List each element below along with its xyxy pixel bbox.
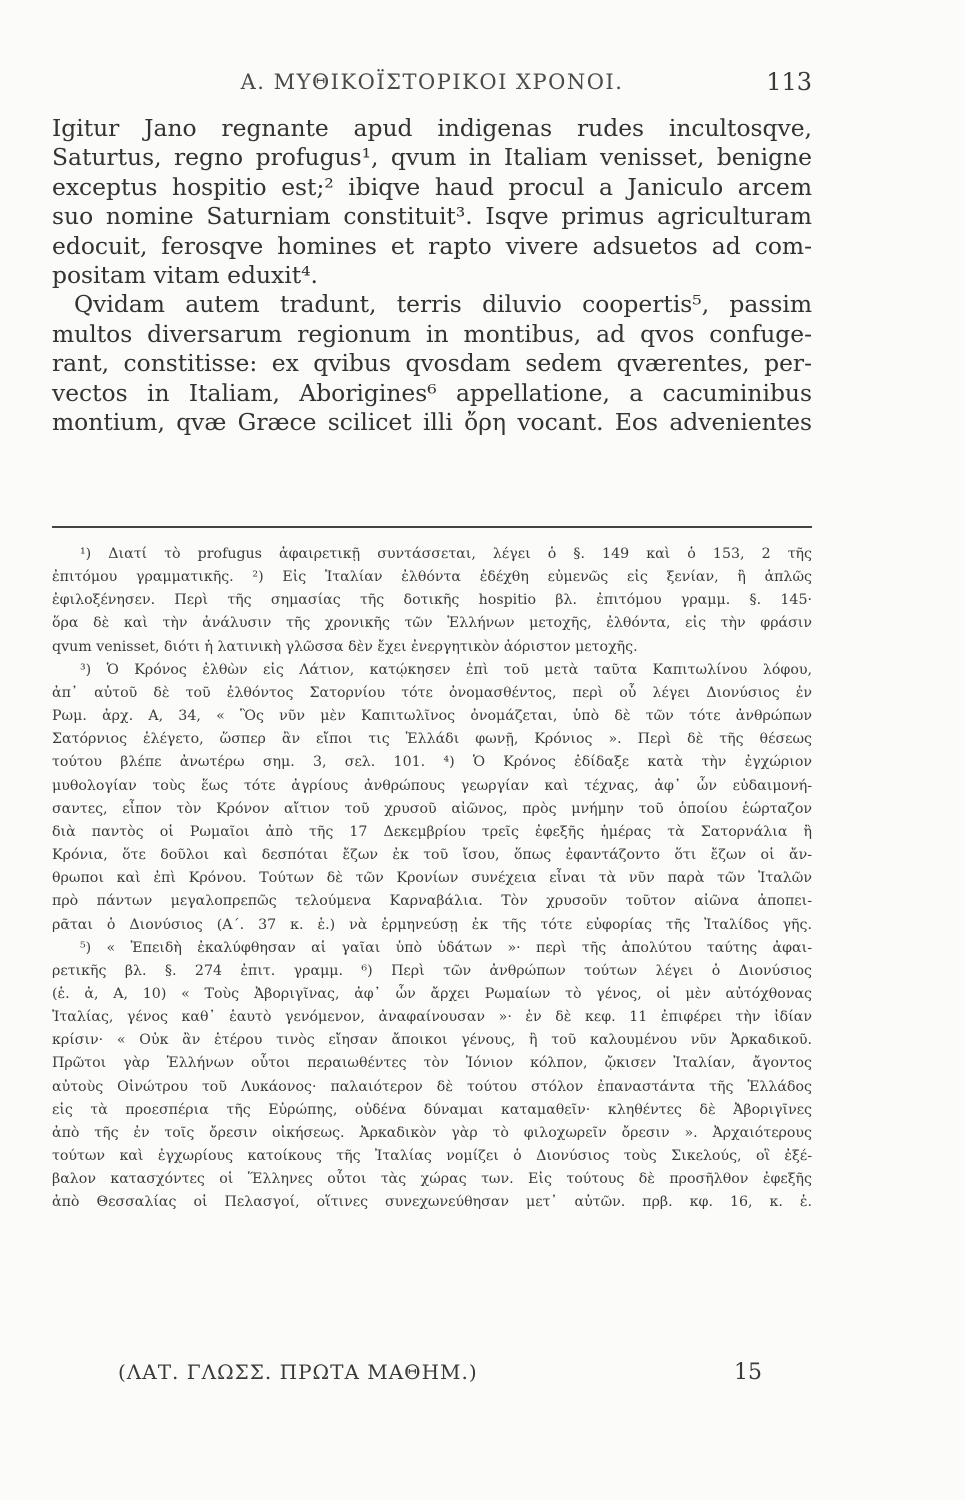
footnote-line: ἀπὸ Θεσσαλίας οἱ Πελασγοί, οἵτινες συνεχωνεύθησαν μετ᾽ αὐτῶν. πρβ. κφ. 16, κ. ἑ. (52, 1194, 812, 1211)
footnote-line: Ἰταλίας, γένος καθ᾽ ἑαυτὸ γενόμενον, ἀναφαίνουσαν »· ἐν δὲ κεφ. 11 ἐπιφέρει τὴν ἰδίαν (52, 1009, 812, 1026)
footnote-divider (52, 526, 812, 528)
footnote-line: ⁵) « Ἐπειδὴ ἐκαλύφθησαν αἱ γαῖαι ὑπὸ ὑδάτων »· περὶ τῆς ἀπολύτου ταύτης ἀφαι- (80, 939, 812, 956)
running-title: Α. ΜΥΘΙΚΟΪΣΤΟΡΙΚΟΙ ΧΡΟΝΟΙ. (240, 70, 624, 94)
footnote-line: ὅρα δὲ καὶ τὴν ἀνάλυσιν τῆς χρονικῆς τῶν Ἑλλήνων μετοχῆς, ἐλθόντα, εἰς τὴν φράσιν (52, 615, 812, 632)
footnote-line: τούτου βλέπε ἀνωτέρω σημ. 3, σελ. 101. ⁴) Ὁ Κρόνος ἐδίδαξε κατὰ τὴν ἐγχώριον (52, 754, 812, 771)
page-number: 113 (766, 68, 812, 96)
footnote-line: πρὸ πάντων μεγαλοπρεπῶς τελούμενα Καρναβάλια. Τὸν χρυσοῦν τοῦτον αἰῶνα ἀποπει- (52, 893, 812, 910)
footnote-line: ἐφιλοξένησεν. Περὶ τῆς σημασίας τῆς δοτικῆς hospitio βλ. ἐπιτόμου γραμμ. §. 145· (52, 592, 812, 609)
footnote-line: ¹) Διατί τὸ profugus ἀφαιρετικῇ συντάσσεται, λέγει ὁ §. 149 καὶ ὁ 153, 2 τῆς (80, 546, 812, 562)
footnote-line: ³) Ὁ Κρόνος ἐλθὼν εἰς Λάτιον, κατῴκησεν ἐπὶ τοῦ μετὰ ταῦτα Καπιτωλίνου λόφου, (80, 661, 812, 678)
footnote-line: (ἑ. ἀ, Α, 10) « Τοὺς Ἀβοριγῖνας, ἀφ᾽ ὧν ἄρχει Ρωμαίων τὸ γένος, οἱ μὲν αὐτόχθονας (52, 985, 812, 1002)
footnote-line: βαλον κατασχόντες οἱ Ἕλληνες οὗτοι τὰς χώρας των. Εἰς τούτους δὲ προσῆλθον ἐφεξῆς (52, 1171, 812, 1188)
footnote-line: Σατόρνιος ἐλέγετο, ὥσπερ ἂν εἴποι τις Ἑλλάδι φωνῇ, Κρόνιος ». Περὶ δὲ τῆς θέσεως (52, 731, 812, 748)
footnote-line: αὐτοὺς Οἰνώτρου τοῦ Λυκάονος· παλαιότερον δὲ τούτου στόλον ἐπαναστάντα τῆς Ἑλλάδος (52, 1078, 812, 1095)
footnote-line: θρωποι καὶ ἐπὶ Κρόνου. Τούτων δὲ τῶν Κρονίων συνέχεια εἶναι τὰ νῦν παρὰ τῶν Ἰταλῶν (52, 870, 812, 887)
body-line: exceptus hospitio est;² ibiqve haud procul a Janiculo arcem (52, 172, 812, 201)
body-line: multos diversarum regionum in montibus, ad qvos confuge- (52, 319, 812, 348)
signature-mark: (ΛΑΤ. ΓΛΩΣΣ. ΠΡΩΤΑ ΜΑΘΗΜ.) (118, 1360, 478, 1384)
footnote-line: Πρῶτοι γὰρ Ἑλλήνων οὗτοι περαιωθέντες τὸν Ἰόνιον κόλπον, ᾤκισεν Ἰταλίαν, ἄγοντος (52, 1055, 812, 1072)
body-line: positam vitam eduxit⁴. (52, 261, 318, 290)
footnote-line: ἀπὸ τῆς ἐν τοῖς ὄρεσιν οἰκήσεως. Ἀρκαδικὸν γὰρ τὸ φιλοχωρεῖν ὄρεσιν ». Ἀρχαιότερους (52, 1124, 812, 1141)
running-header (52, 70, 812, 104)
body-line: Igitur Jano regnante apud indigenas rudes incultosqve, (52, 114, 812, 142)
footnote-line: qvum venisset, διότι ἡ λατινικὴ γλῶσσα δὲν ἔχει ἐνεργητικὸν ἀόριστον μετοχῆς. (52, 638, 638, 655)
footnote-line: σαντες, εἶπον τὸν Κρόνον αἴτιον τοῦ χρυσοῦ αἰῶνος, πρὸς μνήμην τοῦ ὁποίου ἑώρταζον (52, 800, 812, 817)
footnote-line: ἐπιτόμου γραμματικῆς. ²) Εἰς Ἰταλίαν ἐλθόντα ἐδέχθη εὐμενῶς εἰς ξενίαν, ἢ ἁπλῶς (52, 569, 812, 586)
body-line: vectos in Italiam, Aborigines⁶ appellatione, a cacuminibus (52, 378, 812, 407)
footnote-line: Κρόνια, ὅτε δοῦλοι καὶ δεσπόται ἔζων ἐκ τοῦ ἴσου, ὅπως ἐφαντάζοντο ὅτι ἔζων οἱ ἄν- (52, 847, 812, 864)
main-text (52, 114, 812, 437)
body-line: edocuit, ferosqve homines et rapto vivere adsuetos ad com- (52, 231, 812, 260)
footnote-line: ρετικῆς βλ. §. 274 ἐπιτ. γραμμ. ⁶) Περὶ τῶν ἀνθρώπων τούτων λέγει ὁ Διονύσιος (52, 962, 812, 979)
body-line: suo nomine Saturniam constituit³. Isqve primus agriculturam (52, 202, 812, 231)
footnotes (52, 543, 812, 1215)
footnote-line: ρᾶται ὁ Διονύσιος (Α΄. 37 κ. ἑ.) νὰ ἑρμηνεύσῃ ἐκ τῆς τότε εὐφορίας τῆς Ἰταλίδος γῆς. (52, 916, 812, 933)
footnote-line: ἀπ᾽ αὐτοῦ δὲ τοῦ ἐλθόντος Σατορνίου τότε ὀνομασθέντος, περὶ οὗ λέγει Διονύσιος ἐν (52, 684, 812, 701)
body-line: rant, constitisse: ex qvibus qvosdam sedem qværentes, per- (52, 349, 812, 378)
body-line: Qvidam autem tradunt, terris diluvio coopertis⁵, passim (74, 290, 812, 319)
body-line: Saturtus, regno profugus¹, qvum in Italiam venisset, benigne (52, 143, 812, 172)
footnote-line: τούτων καὶ ἐγχωρίους κατοίκους τῆς Ἰταλίας νομίζει ὁ Διονύσιος τοὺς Σικελούς, οἳ ἐξέ- (52, 1148, 812, 1165)
footnote-line: εἰς τὰ προεσπέρια τῆς Εὐρώπης, οὐδένα δύναμαι καταμαθεῖν· κληθέντες δὲ Ἀβοριγῖνες (52, 1101, 812, 1118)
footnote-line: Ρωμ. ἀρχ. Α, 34, « Ὃς νῦν μὲν Καπιτωλῖνος ὀνομάζεται, ὑπὸ δὲ τῶν τότε ἀνθρώπων (52, 708, 812, 725)
sheet-footer (52, 1360, 812, 1390)
sheet-number: 15 (734, 1360, 762, 1385)
footnote-line: μυθολογίαν τοὺς ἕως τότε ἀγρίους ἀνθρώπους γεωργίαν καὶ τέχνας, ἀφ᾽ ὧν εὐδαιμονή- (52, 777, 812, 794)
footnote-line: κρίσιν· « Οὐκ ἂν ἑτέρου τινὸς εἴησαν ἄποικοι γένους, ἢ τοῦ καλουμένου νῦν Ἀρκαδικοῦ. (52, 1032, 812, 1049)
footnote-line: διὰ παντὸς οἱ Ρωμαῖοι ἀπὸ τῆς 17 Δεκεμβρίου τρεῖς ἐφεξῆς ἡμέρας τὰ Σατορνάλια ἢ (52, 823, 812, 840)
body-line: montium, qvæ Græce scilicet illi ὄρη vocant. Eos advenientes (52, 408, 812, 437)
